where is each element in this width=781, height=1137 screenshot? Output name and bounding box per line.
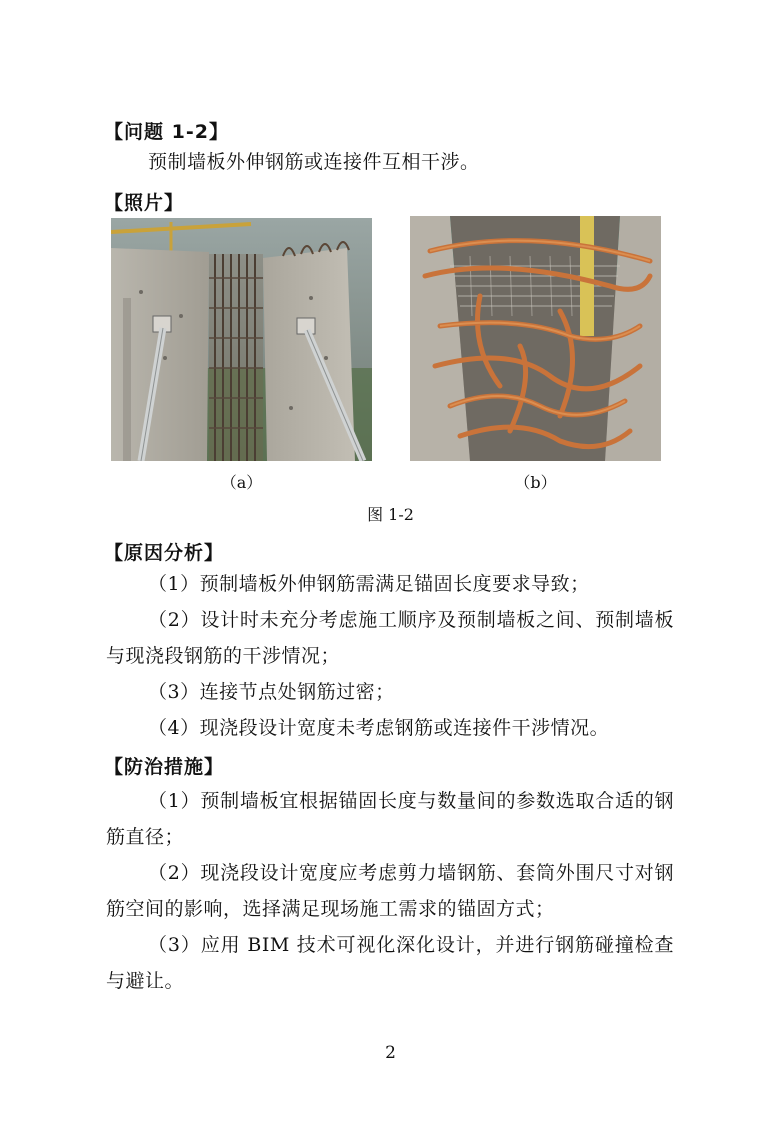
prevention-item-3: （3）应用 BIM 技术可视化深化设计，并进行钢筋碰撞检查与避让。 [106,934,674,992]
photo-b-caption: （b） [514,473,557,492]
prevention-heading: 【防治措施】 [104,756,225,778]
page-number: 2 [385,1043,396,1063]
cause-heading: 【原因分析】 [104,542,225,564]
photo-a-caption: （a） [220,473,263,492]
prevention-item-1: （1）预制墙板宜根据锚固长度与数量间的参数选取合适的钢筋直径； [106,790,674,848]
cause-item-1: （1）预制墙板外伸钢筋需满足锚固长度要求导致； [148,573,590,595]
cause-item-4: （4）现浇段设计宽度未考虑钢筋或连接件干涉情况。 [148,717,610,739]
photos-heading: 【照片】 [104,192,185,214]
problem-text: 预制墙板外伸钢筋或连接件互相干涉。 [148,151,480,173]
prevention-item-2: （2）现浇段设计宽度应考虑剪力墙钢筋、套筒外围尺寸对钢筋空间的影响，选择满足现场施工需求的锚固方式； [106,862,674,920]
photo-b [410,216,661,461]
photo-a [111,218,372,461]
problem-heading: 【问题 1-2】 [104,121,229,143]
cause-item-3: （3）连接节点处钢筋过密； [148,681,395,703]
cause-item-2: （2）设计时未充分考虑施工顺序及预制墙板之间、预制墙板与现浇段钢筋的干涉情况； [106,609,674,667]
figure-caption: 图 1-2 [367,505,414,524]
